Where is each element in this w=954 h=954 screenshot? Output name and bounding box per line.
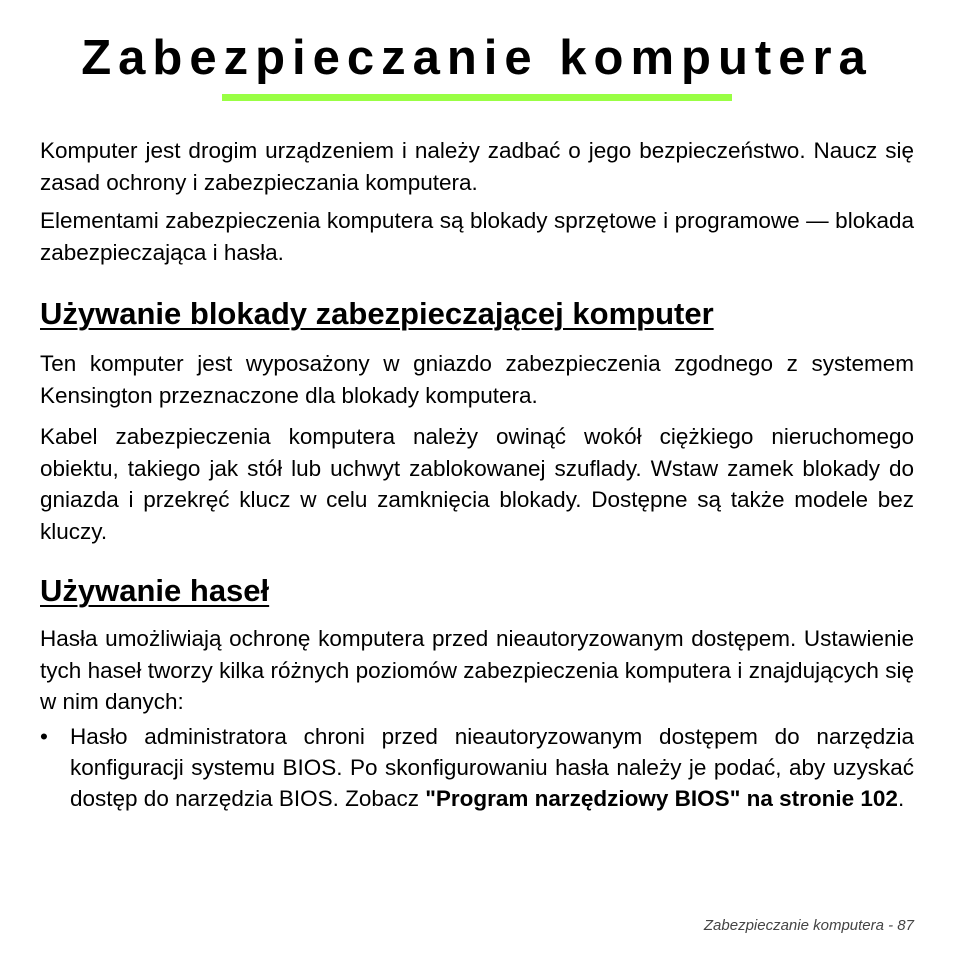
- lock-paragraph-1: Ten komputer jest wyposażony w gniazdo zabezpieczenia zgodnego z systemem Kensington przeznaczone dla blokady komputera.: [40, 351, 914, 408]
- list-item-suffix: .: [897, 786, 905, 811]
- bullet-marker: •: [40, 724, 48, 749]
- lock-paragraph-2: Kabel zabezpieczenia komputera należy owinąć wokół ciężkiego nieruchomego obiektu, takiego jak stół lub uchwyt zablokowanej szuflady. Wstaw zamek blokady do gniazda i przekręć klucz w celu zamknięcia blokady. Dostępne są także modele bez kluczy.: [40, 424, 914, 544]
- page-footer: Zabezpieczanie komputera - 87: [703, 917, 914, 934]
- bios-reference-link[interactable]: "Program narzędziowy BIOS" na stronie 102: [425, 786, 898, 811]
- section-heading-security-lock: Używanie blokady zabezpieczającej komputer: [40, 296, 714, 331]
- intro-paragraph-2: Elementami zabezpieczenia komputera są blokady sprzętowe i programowe — blokada zabezpieczająca i hasła.: [40, 208, 914, 265]
- title-underline-bar: [222, 94, 732, 101]
- intro-paragraph-1: Komputer jest drogim urządzeniem i należy zadbać o jego bezpieczeństwo. Naucz się zasad ochrony i zabezpieczania komputera.: [40, 138, 914, 195]
- page-title: Zabezpieczanie komputera: [81, 31, 873, 85]
- passwords-paragraph-1: Hasła umożliwiają ochronę komputera przed nieautoryzowanym dostępem. Ustawienie tych haseł tworzy kilka różnych poziomów zabezpieczenia komputera i znajdujących się w nim danych:: [40, 626, 914, 714]
- list-item-text: [70, 721, 914, 814]
- section-heading-passwords: Używanie haseł: [40, 573, 270, 608]
- list-item: [40, 721, 914, 814]
- list-item-body: Hasło administratora chroni przed nieautoryzowanym dostępem do narzędzia konfiguracji systemu BIOS. Po skonfigurowaniu hasła należy je podać, aby uzyskać dostęp do narzędzia BIOS. Zobacz: [70, 724, 914, 811]
